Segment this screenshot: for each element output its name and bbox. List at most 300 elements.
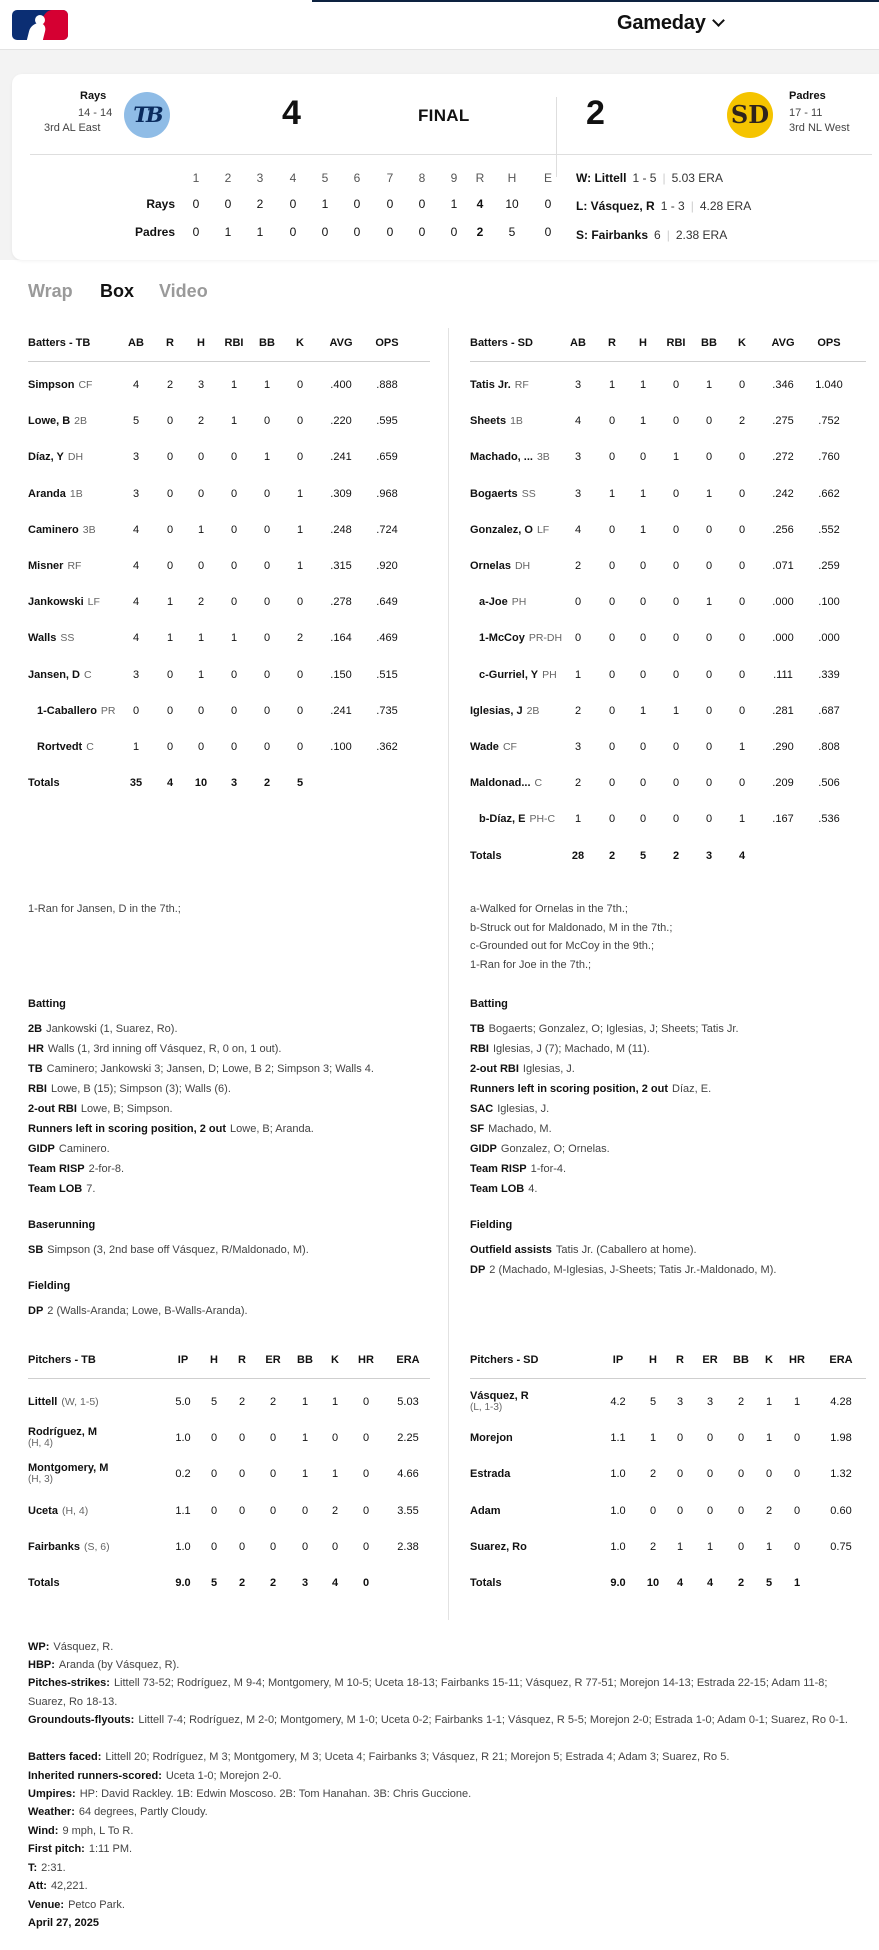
pitcher-name[interactable]: Rodríguez, M (H, 4): [28, 1426, 98, 1450]
player-position: 2B: [74, 415, 88, 428]
stat-cell: .888: [376, 379, 398, 391]
column-header: BB: [297, 1354, 313, 1366]
batter-row: [28, 669, 430, 689]
stat-cell: 0: [639, 777, 647, 790]
linescore-divider: [556, 97, 557, 177]
stat-cell: 0: [705, 777, 713, 790]
stat-cell: .515: [376, 668, 398, 681]
stat-cell: 0: [639, 451, 647, 464]
stat-cell: 0: [738, 632, 746, 645]
rays-logo[interactable]: TB: [124, 92, 170, 138]
stat-cell: 0: [608, 813, 616, 826]
stat-cell: 2: [296, 632, 304, 645]
batter-name[interactable]: Machado, ... 3B: [470, 451, 550, 464]
linescore-cell: 0: [289, 225, 297, 239]
column-header: AB: [570, 337, 586, 349]
batter-row: [28, 705, 430, 725]
decision-record: 6: [654, 228, 661, 242]
stat-cell: 0: [263, 560, 271, 572]
stat-cell: 1.32: [830, 1468, 852, 1481]
totals-label: Totals: [470, 849, 502, 862]
info-text: 2 (Machado, M-Iglesias, J-Sheets; Tatis Jr.-Maldonado, M).: [489, 1264, 777, 1276]
stat-cell: 1: [132, 741, 140, 753]
linescore-cell: 2: [476, 225, 484, 239]
totals-cell: 9.0: [610, 1577, 626, 1589]
batting-info-tb: [28, 1103, 173, 1115]
stat-cell: 0: [639, 741, 647, 753]
stat-cell: 1: [639, 379, 647, 391]
stat-cell: 3.55: [397, 1504, 419, 1517]
player-position: PR: [100, 704, 116, 717]
stat-cell: 1: [296, 560, 304, 572]
stat-cell: 1: [738, 813, 746, 826]
info-text: Iglesias, J (7); Machado, M (11).: [492, 1043, 650, 1055]
stat-cell: 0: [793, 1432, 801, 1445]
decision-separator: |: [690, 199, 694, 213]
stat-cell: 4: [574, 523, 582, 536]
stat-cell: 0: [793, 1468, 801, 1481]
linescore-team-name: Rays: [146, 197, 175, 211]
stat-cell: 0: [738, 451, 746, 464]
stat-cell: 0: [574, 596, 582, 609]
stat-cell: 0: [230, 668, 238, 681]
batter-name[interactable]: b-Díaz, E PH-C: [479, 813, 556, 826]
info-section-title: Batting: [28, 998, 66, 1010]
gameday-menu-button[interactable]: [617, 12, 723, 35]
stat-cell: .241: [330, 704, 352, 717]
column-header: IP: [177, 1354, 189, 1366]
stat-cell: 0.60: [830, 1504, 852, 1517]
stat-cell: 1: [230, 632, 238, 645]
stat-cell: 1: [765, 1396, 773, 1408]
stat-cell: .167: [772, 813, 794, 826]
pitcher-name[interactable]: Morejon: [470, 1432, 513, 1445]
batter-name[interactable]: Walls SS: [28, 632, 75, 645]
stat-cell: 0: [765, 1468, 773, 1481]
column-header: RBI: [224, 337, 244, 349]
stat-cell: 1: [738, 741, 746, 753]
batter-name[interactable]: Jansen, D C: [28, 668, 92, 681]
game-info-line: [28, 1822, 868, 1841]
info-label: SF: [470, 1123, 485, 1135]
player-position: 1B: [510, 415, 523, 428]
player-position: PH: [511, 596, 527, 609]
column-header: ER: [702, 1354, 718, 1366]
stat-cell: 0: [230, 523, 238, 536]
linescore-cell: 0: [386, 197, 394, 211]
column-header: AVG: [771, 337, 795, 349]
batter-name[interactable]: Tatis Jr. RF: [470, 379, 529, 391]
batter-name[interactable]: Bogaerts SS: [470, 487, 536, 500]
pitcher-name[interactable]: Fairbanks (S, 6): [28, 1540, 110, 1553]
stat-cell: 0: [608, 741, 616, 753]
player-position: DH: [67, 451, 84, 464]
stat-cell: 0: [296, 379, 304, 391]
player-position: SS: [60, 632, 75, 645]
stat-cell: 0: [738, 596, 746, 609]
stat-cell: 0: [738, 704, 746, 717]
pitcher-note: (W, 1-5): [61, 1396, 99, 1408]
stat-cell: 1.1: [610, 1432, 626, 1445]
stat-cell: 2: [649, 1540, 657, 1553]
stat-cell: 0: [166, 704, 174, 717]
stat-cell: 0: [706, 1468, 714, 1481]
stat-cell: .275: [772, 415, 794, 428]
batter-name[interactable]: Misner RF: [28, 560, 82, 572]
pitcher-name[interactable]: Uceta (H, 4): [28, 1504, 89, 1517]
totals-cell: 4: [676, 1577, 684, 1589]
info-text: 2-for-8.: [88, 1163, 125, 1175]
stat-cell: 4.2: [610, 1396, 626, 1408]
linescore-cell: 0: [418, 197, 426, 211]
stat-cell: 0: [672, 632, 680, 645]
stat-cell: 0: [197, 704, 205, 717]
info-label: GIDP: [470, 1143, 497, 1155]
batter-name[interactable]: c-Gurriel, Y PH: [479, 668, 557, 681]
stat-cell: 1: [765, 1432, 773, 1445]
column-header: BB: [701, 337, 717, 349]
linescore-cell: 0: [224, 197, 232, 211]
header-underline: [470, 361, 866, 362]
batter-name[interactable]: a-Joe PH: [479, 596, 527, 609]
stat-cell: 5: [132, 415, 140, 428]
stat-cell: 1: [230, 379, 238, 391]
stat-cell: 0.2: [175, 1468, 191, 1481]
pitcher-name[interactable]: Littell (W, 1-5): [28, 1396, 99, 1408]
pitcher-row: [28, 1462, 430, 1488]
info-section-title: Fielding: [28, 1280, 71, 1292]
linescore-header: R: [475, 171, 485, 185]
stat-cell: 4: [132, 596, 140, 609]
totals-cell: 4: [331, 1577, 339, 1589]
stat-cell: 0: [197, 487, 205, 500]
stat-cell: 0: [608, 777, 616, 790]
stat-cell: 0: [672, 777, 680, 790]
batter-name[interactable]: Maldonad... C: [470, 777, 543, 790]
player-position: RF: [514, 379, 529, 391]
stat-cell: .000: [772, 596, 794, 609]
decision-pitcher[interactable]: L: Vásquez, R: [576, 199, 655, 213]
stat-cell: 0: [238, 1468, 246, 1481]
stat-cell: 0: [263, 487, 271, 500]
padres-logo[interactable]: SD: [727, 92, 773, 138]
gameday-label: Gameday: [617, 12, 706, 34]
info-text: Walls (1, 3rd inning off Vásquez, R, 0 on, 1 out).: [47, 1043, 282, 1055]
decision-line: [576, 228, 727, 242]
stat-cell: 0: [738, 560, 746, 572]
batters-sd-notes: [470, 900, 870, 974]
stat-cell: 4.28: [830, 1396, 852, 1408]
linescore-cell: 0: [418, 225, 426, 239]
info-label: Runners left in scoring position, 2 out: [470, 1083, 669, 1095]
stat-cell: 0: [737, 1540, 745, 1553]
info-text: Iglesias, J.: [497, 1103, 550, 1115]
stat-cell: 1: [608, 487, 616, 500]
info-text: 7.: [86, 1183, 96, 1195]
stat-cell: 3: [574, 741, 582, 753]
linescore-header: 9: [450, 171, 458, 185]
column-header: HR: [358, 1354, 374, 1366]
batter-name[interactable]: Díaz, Y DH: [28, 451, 84, 464]
batter-name[interactable]: Aranda 1B: [28, 487, 83, 500]
stat-cell: .339: [818, 668, 840, 681]
stat-cell: 1: [765, 1540, 773, 1553]
stat-cell: 0: [639, 668, 647, 681]
column-header: H: [197, 337, 205, 349]
pitcher-row: [28, 1396, 430, 1416]
decision-era: 4.28 ERA: [699, 199, 752, 213]
mlb-logo[interactable]: [12, 10, 68, 40]
totals-cell: 10: [646, 1577, 660, 1589]
totals-cell: 5: [296, 777, 304, 790]
stat-cell: 1: [263, 451, 271, 464]
linescore-cell: 1: [224, 225, 232, 239]
decision-pitcher[interactable]: W: Littell: [576, 171, 627, 185]
column-header: R: [676, 1354, 684, 1366]
stat-cell: 0: [362, 1468, 370, 1481]
stat-cell: 3: [574, 487, 582, 500]
stat-cell: .100: [330, 741, 352, 753]
totals-cell: 2: [737, 1577, 745, 1589]
linescore-header: 4: [289, 171, 297, 185]
batter-name[interactable]: Iglesias, J 2B: [470, 704, 540, 717]
stat-cell: 1: [639, 704, 647, 717]
stat-cell: 0: [649, 1504, 657, 1517]
stat-cell: .649: [376, 596, 398, 609]
stat-cell: 1.0: [175, 1540, 191, 1553]
stat-cell: 0: [269, 1504, 277, 1517]
pitcher-name[interactable]: Montgomery, M (H, 3): [28, 1462, 109, 1486]
stat-cell: .241: [330, 451, 352, 464]
stat-cell: 4: [574, 415, 582, 428]
stat-cell: .290: [772, 741, 794, 753]
batting-info-sd: [470, 1123, 552, 1135]
tab-video[interactable]: Video: [159, 281, 208, 301]
linescore-cell: 0: [544, 225, 552, 239]
linescore-cell: 0: [321, 225, 329, 239]
player-position: 2B: [526, 704, 540, 717]
column-header: BB: [733, 1354, 749, 1366]
info-label: Team LOB: [28, 1183, 83, 1195]
stat-cell: 0: [705, 560, 713, 572]
away-team-record: 14 - 14: [78, 107, 113, 119]
stat-cell: 0: [296, 451, 304, 464]
stat-cell: 1.0: [175, 1432, 191, 1445]
batter-row: [470, 632, 866, 652]
stat-cell: .281: [772, 704, 794, 717]
column-header: R: [166, 337, 174, 349]
stat-cell: 2: [238, 1396, 246, 1408]
pitcher-row: [470, 1390, 866, 1416]
linescore-cell: 1: [450, 197, 458, 211]
batter-row: [28, 632, 430, 652]
totals-cell: 4: [166, 777, 174, 790]
scoreboard-divider: [30, 154, 872, 155]
totals-cell: 9.0: [175, 1577, 191, 1589]
batter-name[interactable]: Wade CF: [470, 741, 517, 753]
column-divider: [448, 328, 449, 1620]
batter-name[interactable]: Lowe, B 2B: [28, 415, 88, 428]
stat-cell: .506: [818, 777, 840, 790]
stat-cell: 1: [263, 379, 271, 391]
stat-cell: 0: [166, 451, 174, 464]
stat-cell: 3: [574, 451, 582, 464]
batting-info-sd: [470, 1043, 650, 1055]
column-header: K: [331, 1354, 339, 1366]
stat-cell: 0: [672, 668, 680, 681]
batter-name[interactable]: Simpson CF: [28, 379, 93, 391]
batter-name[interactable]: Sheets 1B: [470, 415, 523, 428]
batting-info-tb: [28, 1305, 248, 1317]
column-header: H: [210, 1354, 218, 1366]
game-info-line: [28, 1638, 868, 1657]
stat-cell: 2: [765, 1504, 773, 1517]
tab-wrap[interactable]: Wrap: [28, 281, 73, 301]
player-position: 3B: [82, 523, 96, 536]
batting-info-tb: [28, 1083, 231, 1095]
info-label: GIDP: [28, 1143, 55, 1155]
stat-cell: 5: [210, 1396, 218, 1408]
stat-cell: 0: [269, 1468, 277, 1481]
decision-separator: |: [666, 228, 670, 242]
player-position: LF: [87, 596, 100, 609]
info-label: TB: [28, 1063, 43, 1075]
stat-cell: .469: [376, 632, 398, 645]
stat-cell: 0: [362, 1540, 370, 1553]
linescore-header: H: [507, 171, 517, 185]
pitcher-name[interactable]: Adam: [470, 1504, 501, 1517]
note-line: c-Grounded out for McCoy in the 9th.;: [470, 940, 655, 952]
batting-info-sd: [470, 1264, 776, 1276]
stat-cell: 0: [238, 1540, 246, 1553]
home-team-name: Padres: [789, 90, 826, 102]
stat-cell: .259: [818, 560, 840, 572]
batter-name[interactable]: Jankowski LF: [28, 596, 100, 609]
stat-cell: 0: [706, 1432, 714, 1445]
stat-cell: 1: [705, 487, 713, 500]
game-info-line: [28, 1877, 868, 1896]
batter-name[interactable]: Caminero 3B: [28, 523, 96, 536]
game-info-line: [28, 1859, 868, 1878]
stat-cell: 0: [672, 741, 680, 753]
info-text: Lowe, B; Aranda.: [230, 1123, 314, 1135]
stat-cell: 0: [574, 632, 582, 645]
totals-cell: 2: [672, 849, 680, 862]
tab-box[interactable]: Box: [100, 281, 135, 301]
totals-cell: 5: [639, 849, 647, 862]
pitcher-name[interactable]: Vásquez, R (L, 1-3): [470, 1390, 529, 1413]
batter-row: [470, 415, 866, 435]
batter-row: [28, 560, 430, 580]
column-header: H: [639, 337, 647, 349]
table-header: [28, 337, 430, 359]
stat-cell: 1: [705, 379, 713, 391]
game-info-label: Groundouts-flyouts:: [28, 1714, 135, 1726]
batter-name[interactable]: Ornelas DH: [470, 560, 531, 572]
batting-info-sd: [470, 1163, 566, 1175]
pitcher-name[interactable]: Suarez, Ro: [470, 1540, 527, 1553]
stat-cell: .687: [818, 704, 840, 717]
stat-cell: 0: [132, 704, 140, 717]
decision-pitcher[interactable]: S: Fairbanks: [576, 228, 649, 242]
batting-info-tb: [28, 1143, 110, 1155]
totals-cell: 2: [608, 849, 616, 862]
stat-cell: .071: [772, 560, 794, 572]
batter-name[interactable]: Gonzalez, O LF: [470, 523, 550, 536]
pitcher-note: (H, 4): [28, 1438, 53, 1450]
stat-cell: 0: [166, 415, 174, 428]
stat-cell: 1: [672, 451, 680, 464]
stat-cell: 0: [210, 1504, 218, 1517]
stat-cell: 1.040: [815, 379, 843, 391]
stat-cell: 1: [331, 1396, 339, 1408]
batter-name[interactable]: Rortvedt C: [37, 741, 94, 753]
pitcher-row: [28, 1541, 430, 1561]
batting-info-sd: [470, 1183, 537, 1195]
stat-cell: 0: [197, 741, 205, 753]
linescore-cell: 1: [321, 197, 329, 211]
info-text: Caminero.: [58, 1143, 110, 1155]
batter-name[interactable]: 1-Caballero PR: [37, 704, 116, 717]
stat-cell: 1: [296, 523, 304, 536]
stat-cell: 5.03: [397, 1396, 419, 1408]
batting-info-sd: [470, 1023, 739, 1035]
top-nav-bar: [0, 0, 879, 50]
totals-label: Totals: [470, 1577, 502, 1589]
stat-cell: 0: [738, 523, 746, 536]
stat-cell: 1: [705, 596, 713, 609]
player-position: 3B: [536, 451, 550, 464]
stat-cell: .278: [330, 596, 352, 609]
stat-cell: 0: [263, 668, 271, 681]
stat-cell: .220: [330, 415, 352, 428]
stat-cell: 0: [676, 1468, 684, 1481]
table-title: Pitchers - SD: [470, 1354, 539, 1366]
stat-cell: 0: [269, 1432, 277, 1445]
table-title: Pitchers - TB: [28, 1354, 96, 1366]
info-label: Outfield assists: [470, 1244, 552, 1256]
stat-cell: .920: [376, 560, 398, 572]
totals-cell: 3: [230, 777, 238, 790]
player-position: PH: [542, 668, 557, 681]
decision-record: 1 - 5: [632, 171, 657, 185]
table-header: [470, 1354, 866, 1376]
player-position: PR-DH: [528, 632, 563, 645]
pitcher-name[interactable]: Estrada: [470, 1468, 511, 1481]
totals-cell: 1: [793, 1577, 801, 1589]
game-info-text: Vásquez, R.: [53, 1641, 114, 1653]
pitcher-row: [28, 1426, 430, 1452]
game-info-label: HBP:: [28, 1659, 55, 1671]
stat-cell: 0: [263, 415, 271, 428]
stat-cell: 0: [672, 415, 680, 428]
totals-cell: 10: [194, 777, 208, 790]
linescore-team-name: Padres: [134, 225, 175, 239]
stat-cell: 0: [738, 777, 746, 790]
stat-cell: 0: [331, 1540, 339, 1553]
pitcher-row: [470, 1432, 866, 1452]
stat-cell: 0: [737, 1468, 745, 1481]
batter-name[interactable]: 1-McCoy PR-DH: [479, 632, 563, 645]
game-info-text: Aranda (by Vásquez, R).: [58, 1659, 180, 1671]
stat-cell: 1: [649, 1432, 657, 1445]
stat-cell: 0: [608, 415, 616, 428]
stat-cell: 0: [331, 1432, 339, 1445]
column-header: OPS: [817, 337, 841, 349]
linescore-cell: 0: [450, 225, 458, 239]
table-header: [470, 337, 866, 359]
game-info-label: Weather:: [28, 1806, 75, 1818]
